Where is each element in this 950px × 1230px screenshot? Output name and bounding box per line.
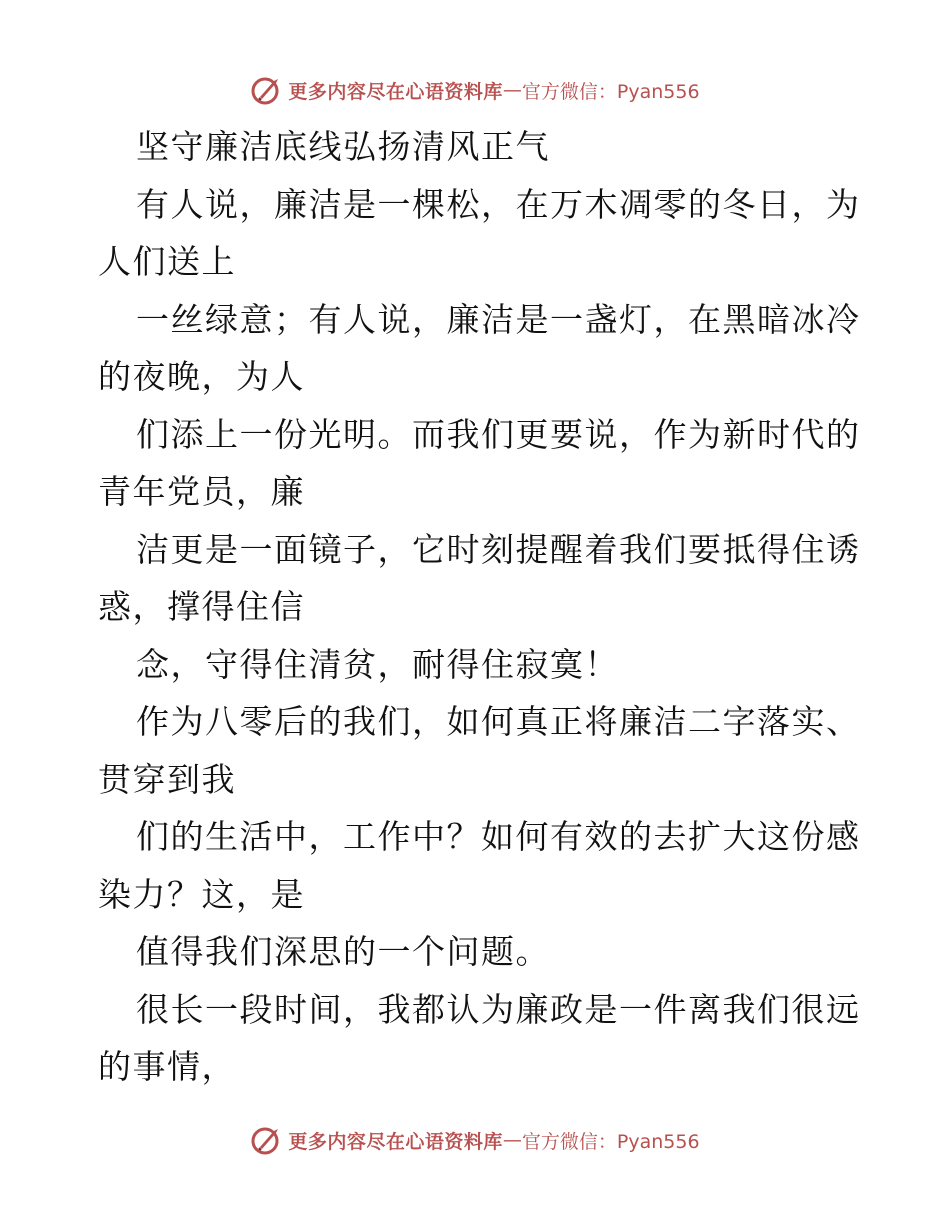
header-wechat-text: 官方微信：Pyan556 (521, 80, 700, 103)
paragraph-line: 惑，撑得住信 (98, 587, 305, 626)
paragraph-line: 的事情， (98, 1047, 236, 1086)
document-body (98, 118, 861, 1096)
paragraph-line: 染力？这，是 (98, 874, 305, 914)
paragraph-line: 贯穿到我 (98, 759, 236, 799)
paragraph-line: 洁更是一面镜子，它时刻提醒着我们要抵得住诱 (136, 529, 861, 569)
footer-site-text: 更多内容尽在心语资料库 (288, 1130, 503, 1153)
paragraph-line: 值得我们深思的一个问题。 (136, 932, 550, 971)
footer-wechat-text: 官方微信：Pyan556 (521, 1130, 700, 1153)
paragraph-line: 作为八零后的我们，如何真正将廉洁二字落实、 (136, 702, 861, 741)
footer-watermark-banner (0, 1120, 950, 1160)
document-title: 坚守廉洁底线弘扬清风正气 (136, 127, 550, 166)
header-watermark-banner (0, 70, 950, 110)
paragraph-line: 们的生活中，工作中？如何有效的去扩大这份感 (136, 817, 861, 856)
paragraph-line: 人们送上 (98, 242, 236, 281)
paragraph-line: 念，守得住清贫，耐得住寂寞！ (136, 644, 619, 684)
header-dash: — (502, 79, 522, 101)
header-site-text: 更多内容尽在心语资料库 (288, 80, 503, 103)
footer-dash: — (502, 1129, 522, 1151)
paragraph-line: 有人说，廉洁是一棵松，在万木凋零的冬日，为 (136, 184, 861, 224)
paragraph-line: 们添上一份光明。而我们更要说，作为新时代的 (136, 414, 861, 454)
quill-pen-logo-icon (250, 73, 284, 107)
paragraph-line: 一丝绿意；有人说，廉洁是一盏灯，在黑暗冰冷 (136, 299, 861, 339)
paragraph-line: 很长一段时间，我都认为廉政是一件离我们很远 (136, 989, 861, 1029)
paragraph-line: 青年党员，廉 (98, 472, 305, 511)
paragraph-line: 的夜晚，为人 (98, 357, 305, 396)
quill-pen-logo-icon (250, 1123, 284, 1157)
